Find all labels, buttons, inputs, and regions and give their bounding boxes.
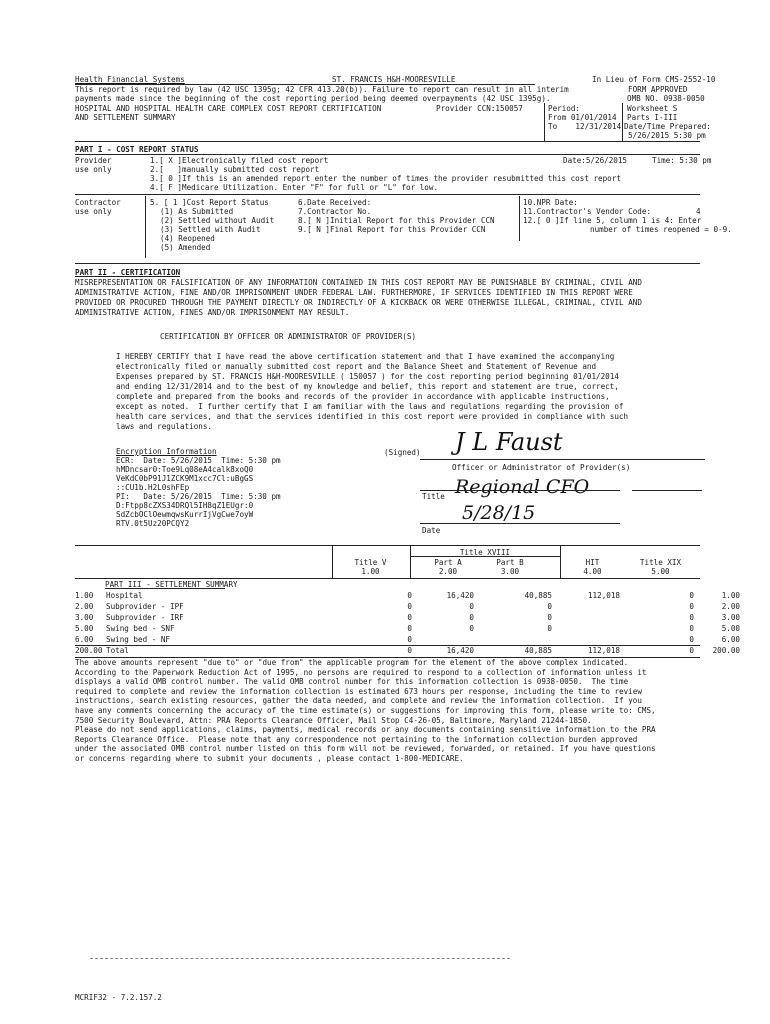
date-prepared-label: Date/Time Prepared: [624,122,711,131]
final-report: 9.[ N ]Final Report for this Provider CCN [298,225,486,234]
status-option-5: (5) Amended [160,243,211,252]
cert-body-2: electronically filed or manually submitted cost report and the Balance Sheet and Statement of Revenue and [116,362,597,371]
row-value-2: 0 [469,613,474,622]
ecr-hash-2: VeKdC0bP91J1ZCK9M1xcc7Cl:uBgGS [116,474,254,483]
contractor-no: 7.Contractor No. [298,207,372,216]
pi-hash-3: RTV.0t5Uz20PCQY2 [116,519,190,528]
footer-line: have any comments concerning the accuracy of the time estimate(s) or suggestions for improving this form, please write to: CMS, [75,706,656,715]
row-value-5: 0 [689,624,694,633]
row-value-4: 112,018 [587,591,620,600]
org-name: Health Financial Systems [75,75,185,84]
row-number: 5.00 [75,624,94,633]
row-label: Subprovider - IRF [106,613,184,622]
vendor-code: 11.Contractor's Vendor Code: [523,207,652,216]
row-label: Total [106,646,129,655]
status-option-3: (3) Settled with Audit [160,225,261,234]
certification-heading: CERTIFICATION BY OFFICER OR ADMINISTRATOR OF PROVIDER(S) [160,332,417,341]
footer-line: Reports Clearance Office. Please note that any correspondence not pertaining to the information collection burden approved [75,734,638,744]
omb-number: OMB NO. 0938-0050 [627,94,705,103]
penalty-line-1: MISREPRESENTATION OR FALSIFICATION OF ANY INFORMATION CONTAINED IN THIS COST REPORT MAY BE PUNISHABLE BY CRIMINAL, CIVIL AND [75,278,642,287]
column-number-2: 2.00 [438,567,458,576]
page-footer: MCRIF32 - 7.2.157.2 [75,993,162,1002]
title-label: Title [422,492,445,501]
date-received: 6.Date Received: [298,198,372,207]
row-number-right: 5.00 [721,624,740,633]
provider-use-label: Provider [75,156,112,165]
status-line-2: 2.[ ]manually submitted cost report [150,165,320,174]
title-xviii-header: Title XVIII [459,548,511,557]
footer-line: According to the Paperwork Reduction Act of 1995, no persons are required to respond to a collection of information unless it [75,667,647,677]
row-number: 2.00 [75,602,94,611]
row-value-3: 40,885 [524,591,552,600]
row-number-right: 3.00 [721,613,740,622]
row-label: Subprovider - IPF [106,602,184,611]
header-line4: AND SETTLEMENT SUMMARY [75,113,176,122]
pi-hash-1: D:Ftpp8cZXS34DRQl5IH8qZ1EUgr:0 [116,501,254,510]
date-prepared-value: 5/26/2015 5:30 pm [628,131,706,140]
penalty-line-3: PROVIDED OR PROCURED THROUGH THE PAYMENT DIRECTLY OR INDIRECTLY OF A KICKBACK OR WERE OTHERWISE ILLEGAL, CRIMINAL, CIVIL AND [75,298,642,307]
ecr-line: ECR: Date: 5/26/2015 Time: 5:30 pm [116,456,281,465]
row-value-1: 0 [407,646,412,655]
row-number: 200.00 [75,646,103,655]
status-option-2: (2) Settled without Audit [160,216,275,225]
officer-label: Officer or Administrator of Provider(s) [452,463,631,472]
row-value-5: 0 [689,646,694,655]
row-value-4: 112,018 [587,646,620,655]
form-approved: FORM APPROVED [628,85,688,94]
row-label: Hospital [106,591,143,600]
row-value-1: 0 [407,591,412,600]
part3-title: PART III - SETTLEMENT SUMMARY [105,580,238,589]
row-value-5: 0 [689,635,694,644]
row-value-3: 0 [547,613,552,622]
footer-line: displays a valid OMB control number. The valid OMB control number for this information collection is 0938-0050. The time [75,677,629,687]
row-value-1: 0 [407,613,412,622]
cert-body-7: health care services, and that the services identified in this cost report were provided in compliance with such [116,412,629,421]
column-number-4: 4.00 [583,567,602,576]
status-line-4: 4.[ F ]Medicare Utilization. Enter "F" for full or "L" for low. [150,183,439,192]
cert-body-3: Expenses prepared by ST. FRANCIS H&H-MOORESVILLE ( 150057 ) for the cost reporting period beginning 01/01/2014 [116,372,619,381]
part2-title: PART II - CERTIFICATION [75,268,181,277]
row-number: 1.00 [75,591,94,600]
column-header-3: Part B [496,558,524,567]
penalty-line-2: ADMINISTRATIVE ACTION, FINE AND/OR IMPRISONMENT UNDER FEDERAL LAW. FURTHERMORE, IF SERVICES IDENTIFIED IN THIS REPORT WERE [75,288,633,297]
row-number-right: 200.00 [712,646,740,655]
cert-body-1: I HEREBY CERTIFY that I have read the above certification statement and that I have examined the accompanying [116,352,615,361]
column-number-5: 5.00 [651,567,670,576]
row-value-2: 16,420 [446,591,474,600]
row-value-2: 0 [469,602,474,611]
header-line1: This report is required by law (42 USC 1395g; 42 CFR 413.20(b)). Failure to report can result in all interim [75,85,569,94]
row-value-2: 0 [469,624,474,633]
cert-body-5: complete and prepared from the books and records of the provider in accordance with applicable instructions, [116,392,610,401]
row-number: 6.00 [75,635,94,644]
row-value-3: 0 [547,602,552,611]
ecr-hash-1: hMDncsar0:Toe9Lq08eA4calk8xoQ0 [116,465,254,474]
row-number-right: 2.00 [721,602,740,611]
encryption-title: Encryption Information [116,447,217,456]
column-header-1: Title V [354,558,387,567]
contractor-use-label-2: use only [75,207,112,216]
footer-line: required to complete and review the information collection is estimated 673 hours per response, including the time to review [75,686,642,696]
form-ref: In Lieu of Form CMS-2552-10 [592,75,716,84]
column-header-4: HIT [585,558,600,567]
provider-ccn: Provider CCN:150057 [436,104,523,113]
contractor-use-label: Contractor [75,198,121,207]
period-to: To 12/31/2014 [548,122,622,131]
footer-line: under the associated OMB control number listed on this form will not be reviewed, forwarded, or retained. If you have questions [75,744,656,754]
row-value-3: 0 [547,624,552,633]
signed-label: (Signed) [384,448,421,457]
provider-use-label-2: use only [75,165,112,174]
reopen-line: 12.[ 0 ]If line 5, column 1 is 4: Enter [523,216,702,225]
period-label: Period: [548,104,581,113]
npr-date: 10.NPR Date: [523,198,578,207]
cert-body-4: and ending 12/31/2014 and to the best of my knowledge and belief, this report and statement are true, correct, [116,382,619,391]
column-number-1: 1.00 [361,567,380,576]
row-number-right: 1.00 [721,591,740,600]
cert-body-6: except as noted. I further certify that I am familiar with the laws and regulations regarding the provision of [116,402,624,411]
cost-report-status: 5. [ 1 ]Cost Report Status [150,198,269,207]
row-value-2: 16,420 [446,646,474,655]
pi-hash-2: SdZcbOClOewmqwsKurrIjVgCwe7oyW [116,510,254,519]
row-value-1: 0 [407,602,412,611]
initial-report: 8.[ N ]Initial Report for this Provider CCN [298,216,495,225]
footer-line: or concerns regarding where to submit your documents , please contact 1-800-MEDICARE. [75,754,464,763]
status-line-1: 1.[ X ]Electronically filed cost report [150,156,329,165]
status-option-1: (1) As Submitted [160,207,234,216]
date-label: Date [422,526,441,535]
row-value-5: 0 [689,613,694,622]
row-value-1: 0 [407,624,412,633]
period-from: From 01/01/2014 [548,113,617,122]
header-line2: payments made since the beginning of the cost reporting period being deemed overpayments (42 USC 1395g). [75,94,551,103]
row-value-5: 0 [689,602,694,611]
pi-line: PI: Date: 5/26/2015 Time: 5:30 pm [116,492,281,501]
signature: J L Faust [455,428,563,456]
header-line3: HOSPITAL AND HOSPITAL HEALTH CARE COMPLEX COST REPORT CERTIFICATION [75,104,382,113]
penalty-line-4: ADMINISTRATIVE ACTION, FINES AND/OR IMPRISONMENT MAY RESULT. [75,308,350,317]
status-line-3: 3.[ 0 ]If this is an amended report enter the number of times the provider resubmitted this cost report [150,174,621,183]
row-number: 3.00 [75,613,94,622]
column-number-3: 3.00 [500,567,520,576]
row-value-1: 0 [407,635,412,644]
filed-time: Time: 5:30 pm [652,156,712,165]
part1-title: PART I - COST REPORT STATUS [75,145,199,154]
provider-name: ST. FRANCIS H&H-MOORESVILLE [332,75,456,84]
vendor-code-value: 4 [696,207,701,216]
footer-line: instructions, search existing resources, gather the data needed, and complete and review the information collection. If you [75,696,642,706]
ecr-hash-3: ::CU1b.H2L0shFEp [116,483,190,492]
row-number-right: 6.00 [721,635,740,644]
row-label: Swing bed - NF [106,635,171,644]
parts-label: Parts I-III [627,113,678,122]
footer-line: The above amounts represent "due to" or "due from" the applicable program for the element of the above complex indicated. [75,658,629,667]
row-value-5: 0 [689,591,694,600]
worksheet-label: Worksheet S [627,104,678,113]
signatory-title: Regional CFO [455,476,590,498]
status-option-4: (4) Reopened [160,234,215,243]
row-value-3: 40,885 [524,646,552,655]
signature-date: 5/28/15 [462,502,536,524]
column-header-2: Part A [434,558,462,567]
filed-date: Date:5/26/2015 [563,156,628,165]
footer-line: Please do not send applications, claims, payments, medical records or any documents containing sensitive information to the PRA [75,725,656,735]
footer-line: 7500 Security Boulevard, Attn: PRA Reports Clearance Officer, Mail Stop C4-26-05, Baltimore, Maryland 21244-1850. [75,715,592,725]
cert-body-8: laws and regulations. [116,422,213,431]
column-header-5: Title XIX [639,558,682,567]
reopen-line-2: number of times reopened = 0-9. [590,225,732,234]
row-label: Swing bed - SNF [106,624,175,633]
